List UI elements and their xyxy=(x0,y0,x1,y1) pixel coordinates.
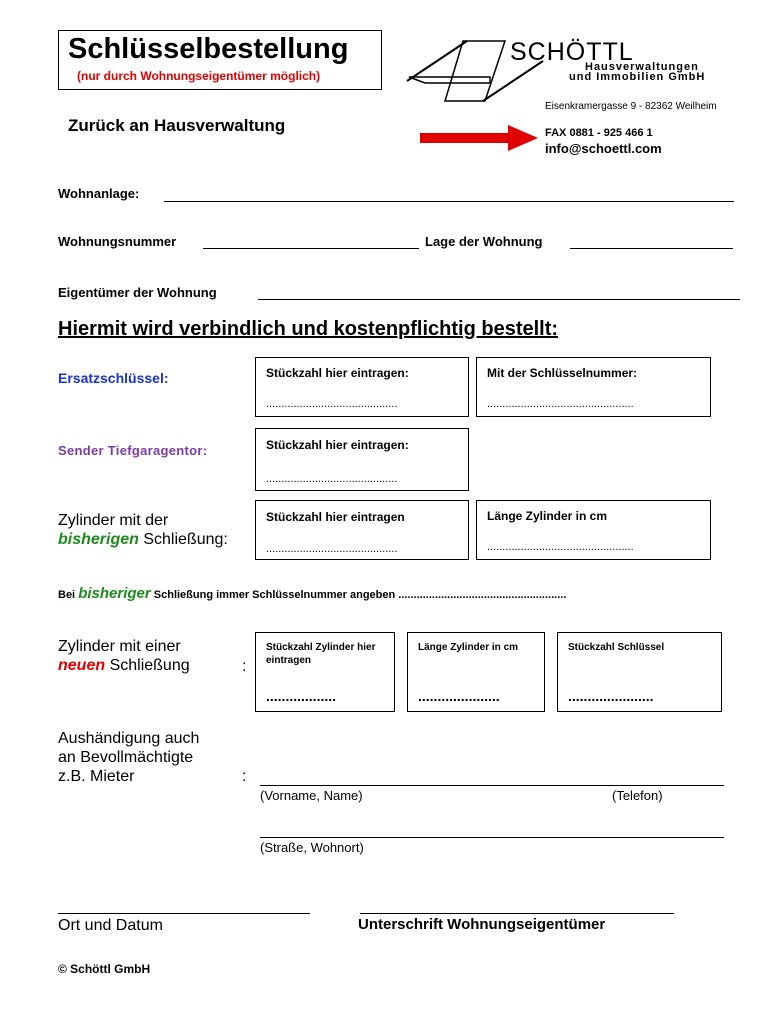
zylinder-bisher-length-title: Länge Zylinder in cm xyxy=(487,509,608,523)
eigentuemer-field[interactable] xyxy=(258,299,740,300)
zylinder-neu-keys-dots: ...................... xyxy=(568,688,654,704)
wohnungsnummer-label: Wohnungsnummer xyxy=(58,234,177,249)
page-title: Schlüsselbestellung xyxy=(68,33,349,65)
aushaendigung-label xyxy=(58,729,199,786)
fax-number: FAX 0881 - 925 466 1 xyxy=(545,127,653,139)
zylinder-neu-count-box[interactable] xyxy=(255,632,395,712)
zylinder-bisher-count-dots: ........................................... xyxy=(266,543,398,555)
zylinder-neu-colon: : xyxy=(242,658,247,675)
sender-count-dots: ........................................... xyxy=(266,473,398,485)
zylinder-bisher-count-title: Stückzahl hier eintragen xyxy=(266,510,405,524)
zylinder-neu-count-dots: .................. xyxy=(266,688,337,704)
ersatz-count-box[interactable] xyxy=(255,357,469,417)
aushaendigung-colon: : xyxy=(242,768,247,785)
wohnungsnummer-field[interactable] xyxy=(203,248,419,249)
wohnanlage-field[interactable] xyxy=(164,201,734,202)
company-address: Eisenkramergasse 9 - 82362 Weilheim xyxy=(545,101,717,112)
page-subtitle: (nur durch Wohnungseigentümer möglich) xyxy=(77,69,321,83)
neuen-emph: neuen xyxy=(58,657,106,674)
note-post: Schließung immer Schlüsselnummer angeben ....................................................... xyxy=(150,589,567,601)
zylinder-bisher-label xyxy=(58,511,228,549)
name-label: (Vorname, Name) xyxy=(260,788,363,803)
company-line1: Hausverwaltungen xyxy=(585,61,699,73)
sender-count-box[interactable] xyxy=(255,428,469,491)
zylinder-bisher-rest: Schließung: xyxy=(138,531,228,548)
zylinder-neu-count-title: Stückzahl Zylinder hier eintragen xyxy=(266,642,376,666)
zylinder-neu-length-dots: ..................... xyxy=(418,688,500,704)
zylinder-bisher-line1: Zylinder mit der xyxy=(58,512,169,529)
zylinder-neu-keys-title: Stückzahl Schlüssel xyxy=(568,642,665,653)
lage-field[interactable] xyxy=(570,248,733,249)
copyright: © Schöttl GmbH xyxy=(58,962,151,976)
aushaendigung-line2: an Bevollmächtigte xyxy=(58,749,194,766)
zylinder-bisher-length-box[interactable] xyxy=(476,500,711,560)
zylinder-bisher-count-box[interactable] xyxy=(255,500,469,560)
street-field[interactable] xyxy=(260,837,724,838)
lage-label: Lage der Wohnung xyxy=(425,234,543,249)
bisherigen-emph: bisherigen xyxy=(58,531,139,548)
arrow-right-icon xyxy=(420,124,540,152)
zylinder-bisher-length-dots: ................................................ xyxy=(487,541,634,553)
zylinder-neu-label xyxy=(58,637,190,675)
zylinder-neu-length-title: Länge Zylinder in cm xyxy=(418,642,519,653)
ersatz-count-dots: ........................................... xyxy=(266,398,398,410)
ersatz-count-title: Stückzahl hier eintragen: xyxy=(266,366,409,380)
name-phone-field[interactable] xyxy=(260,785,724,786)
ersatz-label: Ersatzschlüssel: xyxy=(58,370,169,386)
ersatz-number-box[interactable] xyxy=(476,357,711,417)
email-link[interactable]: info@schoettl.com xyxy=(545,141,662,156)
order-heading: Hiermit wird verbindlich und kostenpflichtig bestellt: xyxy=(58,318,559,340)
company-brand: SCHÖTTL xyxy=(510,38,634,66)
ort-datum-label: Ort und Datum xyxy=(58,917,163,934)
signature-label: Unterschrift Wohnungseigentümer xyxy=(358,916,606,933)
ersatz-number-title: Mit der Schlüsselnummer: xyxy=(487,366,638,380)
sender-label: Sender Tiefgaragentor: xyxy=(58,443,208,458)
ersatz-number-dots: ................................................ xyxy=(487,398,634,410)
phone-label: (Telefon) xyxy=(612,788,663,803)
return-to-label: Zurück an Hausverwaltung xyxy=(68,116,286,135)
zylinder-neu-rest: Schließung xyxy=(105,657,190,674)
zylinder-neu-keys-box[interactable] xyxy=(557,632,722,712)
eigentuemer-label: Eigentümer der Wohnung xyxy=(58,285,217,300)
aushaendigung-line1: Aushändigung auch xyxy=(58,730,200,747)
note-emph: bisheriger xyxy=(78,585,151,602)
company-line2: und Immobilien GmbH xyxy=(569,71,706,83)
signature-field[interactable] xyxy=(360,913,674,914)
schluesselnummer-note xyxy=(58,585,566,602)
street-label: (Straße, Wohnort) xyxy=(260,840,364,855)
wohnanlage-label: Wohnanlage: xyxy=(58,186,140,201)
aushaendigung-line3: z.B. Mieter xyxy=(58,768,135,785)
zylinder-neu-line1: Zylinder mit einer xyxy=(58,638,181,655)
note-pre: Bei xyxy=(58,589,79,601)
zylinder-neu-length-box[interactable] xyxy=(407,632,545,712)
sender-count-title: Stückzahl hier eintragen: xyxy=(266,438,409,452)
ort-datum-field[interactable] xyxy=(58,913,310,914)
